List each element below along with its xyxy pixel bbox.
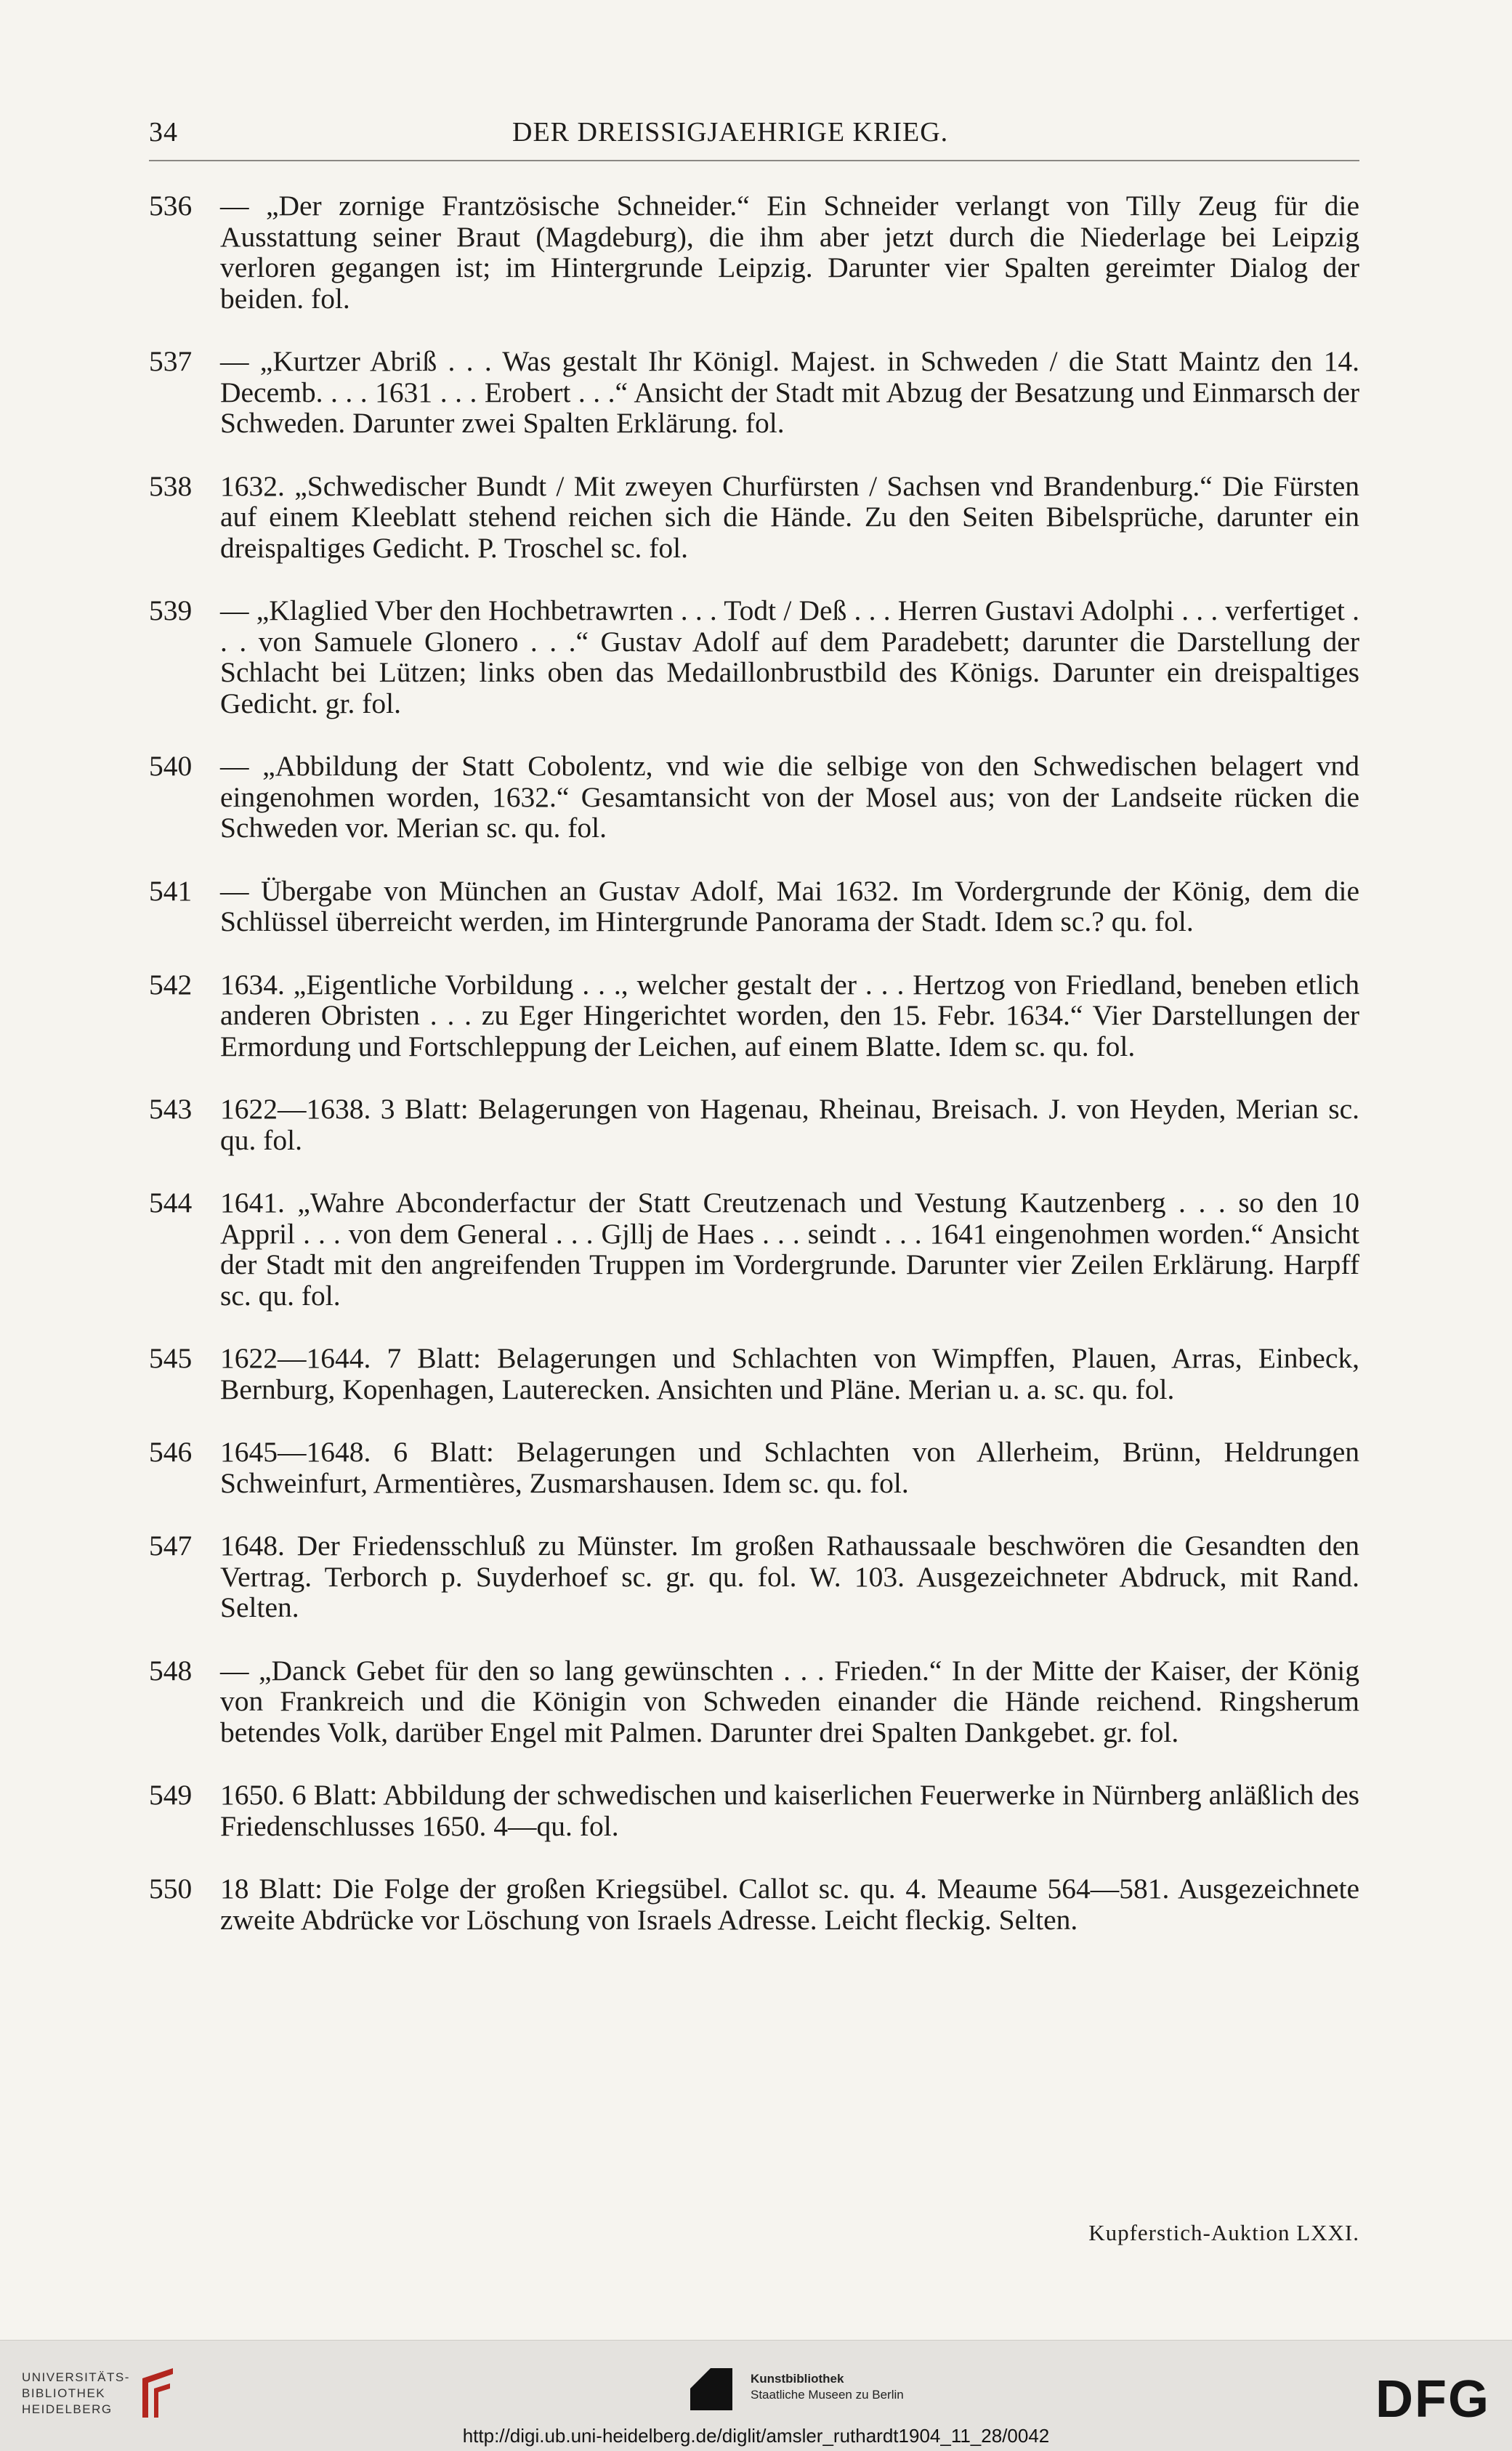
museum-name: Kunstbibliothek <box>751 2372 844 2386</box>
entry-number: 544 <box>149 1187 193 1219</box>
catalogue-entry-549 <box>149 1780 1359 1841</box>
entry-text: 1648. Der Friedensschluß zu Münster. Im großen Rathaussaale beschwören die Gesandten den Vertrag. Terborch p. Suyderhoef sc. gr. qu. fol. W. 103. Ausgezeichneter Abdruck, mit Rand. Selten. <box>220 1530 1359 1623</box>
catalogue-entry-550 <box>149 1873 1359 1935</box>
entry-text: — „Kurtzer Abriß . . . Was gestalt Ihr Königl. Majest. in Schweden / die Statt Maintz den 14. Decemb. . . . 1631 . . . Erobert . . .“ Ansicht der Stadt mit Abzug der Besatzung und Einmarsch der Schweden. Darunter zwei Spalten Erklärung. fol. <box>220 345 1359 439</box>
running-head <box>149 109 1359 153</box>
entry-text: 1634. „Eigentliche Vorbildung . . ., welcher gestalt der . . . Hertzog von Friedland, beneben etlich anderen Obristen . . . zu Eger Hingerichtet worden, den 15. Febr. 1634.“ Vier Darstellungen der Ermordung und Fortschleppung der Leichen, auf einem Blatte. Idem sc. qu. fol. <box>220 968 1359 1062</box>
entry-number: 540 <box>149 750 193 782</box>
entry-number: 542 <box>149 968 193 1001</box>
catalogue-entry-547 <box>149 1530 1359 1623</box>
entry-text: 1645—1648. 6 Blatt: Belagerungen und Schlachten von Allerheim, Brünn, Heldrungen Schweinfurt, Armentières, Zusmarshausen. Idem sc. qu. fol. <box>220 1436 1359 1499</box>
entry-number: 543 <box>149 1093 193 1125</box>
catalogue-entry-536 <box>149 190 1359 314</box>
catalogue-entries <box>149 190 1359 1967</box>
entry-text: — „Der zornige Frantzösische Schneider.“ Ein Schneider verlangt von Tilly Zeug für die Ausstattung seiner Braut (Magdeburg), die ihm aber jetzt durch die Niederlage bei Leipzig verloren gegangen ist; im Hintergrunde Leipzig. Darunter vier Spalten gereimter Dialog der beiden. fol. <box>220 190 1359 315</box>
university-name <box>22 2370 130 2418</box>
catalogue-entry-543 <box>149 1094 1359 1155</box>
kunstbibliothek-logo-icon <box>690 2368 732 2410</box>
entry-number: 539 <box>149 594 193 626</box>
catalogue-entry-542 <box>149 969 1359 1062</box>
entry-number: 549 <box>149 1779 193 1811</box>
running-title: DER DREISSIGJAEHRIGE KRIEG. <box>512 117 949 148</box>
entry-number: 546 <box>149 1436 193 1468</box>
university-line: HEIDELBERG <box>22 2402 113 2416</box>
catalogue-entry-548 <box>149 1655 1359 1748</box>
catalogue-entry-546 <box>149 1437 1359 1498</box>
catalogue-entry-540 <box>149 751 1359 844</box>
entry-number: 550 <box>149 1873 193 1905</box>
entry-number: 545 <box>149 1342 193 1374</box>
catalogue-entry-539 <box>149 595 1359 719</box>
museum-label <box>751 2371 904 2403</box>
catalogue-entry-544 <box>149 1187 1359 1311</box>
entry-number: 547 <box>149 1530 193 1562</box>
entry-number: 537 <box>149 345 193 377</box>
catalogue-entry-538 <box>149 471 1359 564</box>
entry-number: 541 <box>149 874 193 907</box>
entry-text: 18 Blatt: Die Folge der großen Kriegsübel. Callot sc. qu. 4. Meaume 564—581. Ausgezeichnete zweite Abdrücke vor Löschung von Israels Adresse. Leicht fleckig. Selten. <box>220 1873 1359 1936</box>
entry-text: — Übergabe von München an Gustav Adolf, Mai 1632. Im Vordergrunde der König, dem die Schlüssel überreicht werden, im Hintergrunde Panorama der Stadt. Idem sc.? qu. fol. <box>220 874 1359 937</box>
entry-text: — „Danck Gebet für den so lang gewünschten . . . Frieden.“ In der Mitte der Kaiser, der König von Frankreich und die Königin von Schweden einander die Hände reichend. Ringsherum betendes Volk, darüber Engel mit Palmen. Darunter drei Spalten Dankgebet. gr. fol. <box>220 1654 1359 1748</box>
entry-text: 1622—1644. 7 Blatt: Belagerungen und Schlachten von Wimpffen, Plauen, Arras, Einbeck, Bernburg, Kopenhagen, Lauterecken. Ansichten und Pläne. Merian u. a. sc. qu. fol. <box>220 1342 1359 1405</box>
dfg-logo: DFG <box>1375 2370 1490 2428</box>
catalogue-entry-545 <box>149 1343 1359 1405</box>
entry-text: 1632. „Schwedischer Bundt / Mit zweyen Churfürsten / Sachsen vnd Brandenburg.“ Die Fürsten auf einem Kleeblatt stehend reichen sich die Hände. Zu den Seiten Bibelsprüche, darunter ein dreispaltiges Gedicht. P. Troschel sc. fol. <box>220 469 1359 564</box>
university-logo-icon <box>138 2364 177 2422</box>
entry-text: — „Abbildung der Statt Cobolentz, vnd wie die selbige von den Schwedischen belagert vnd eingenohmen worden, 1632.“ Gesamtansicht von der Mosel aus; von der Landseite rücken die Schweden vor. Merian sc. qu. fol. <box>220 750 1359 844</box>
entry-number: 538 <box>149 469 193 502</box>
page-number: 34 <box>149 117 178 148</box>
museum-subtitle: Staatliche Museen zu Berlin <box>751 2388 904 2402</box>
entry-number: 536 <box>149 190 193 222</box>
entry-text: — „Klaglied Vber den Hochbetrawrten . . . Todt / Deß . . . Herren Gustavi Adolphi . . . verfertiget . . . von Samuele Glonero . . .“ Gustav Adolf auf dem Paradebett; darunter die Darstellung der Schlacht bei Lützen; links oben das Medaillonbrustbild des Königs. Darunter ein dreispaltiges Gedicht. gr. fol. <box>220 594 1359 719</box>
entry-text: 1622—1638. 3 Blatt: Belagerungen von Hagenau, Rheinau, Breisach. J. von Heyden, Merian sc. qu. fol. <box>220 1093 1359 1156</box>
digitization-footer <box>0 2340 1512 2451</box>
entry-text: 1641. „Wahre Abconderfactur der Statt Creutzenach und Vestung Kautzenberg . . . so den 10 Appril . . . von dem General . . . Gjllj de Haes . . . seindt . . . 1641 eingenohmen worden.“ Ansicht der Stadt mit den angreifenden Truppen im Vordergrunde. Darunter vier Zeilen Erklärung. Harpff sc. qu. fol. <box>220 1187 1359 1312</box>
university-line: UNIVERSITÄTS- <box>22 2370 130 2384</box>
source-url[interactable]: http://digi.ub.uni-heidelberg.de/diglit/amsler_ruthardt1904_11_28/0042 <box>462 2425 1050 2447</box>
auction-note: Kupferstich-Auktion LXXI. <box>1088 2220 1359 2245</box>
catalogue-entry-541 <box>149 876 1359 937</box>
entry-number: 548 <box>149 1654 193 1687</box>
entry-text: 1650. 6 Blatt: Abbildung der schwedischen und kaiserlichen Feuerwerke in Nürnberg anläßlich des Friedenschlusses 1650. 4—qu. fol. <box>220 1779 1359 1842</box>
header-rule <box>149 160 1359 161</box>
catalogue-entry-537 <box>149 346 1359 439</box>
university-line: BIBLIOTHEK <box>22 2386 106 2400</box>
